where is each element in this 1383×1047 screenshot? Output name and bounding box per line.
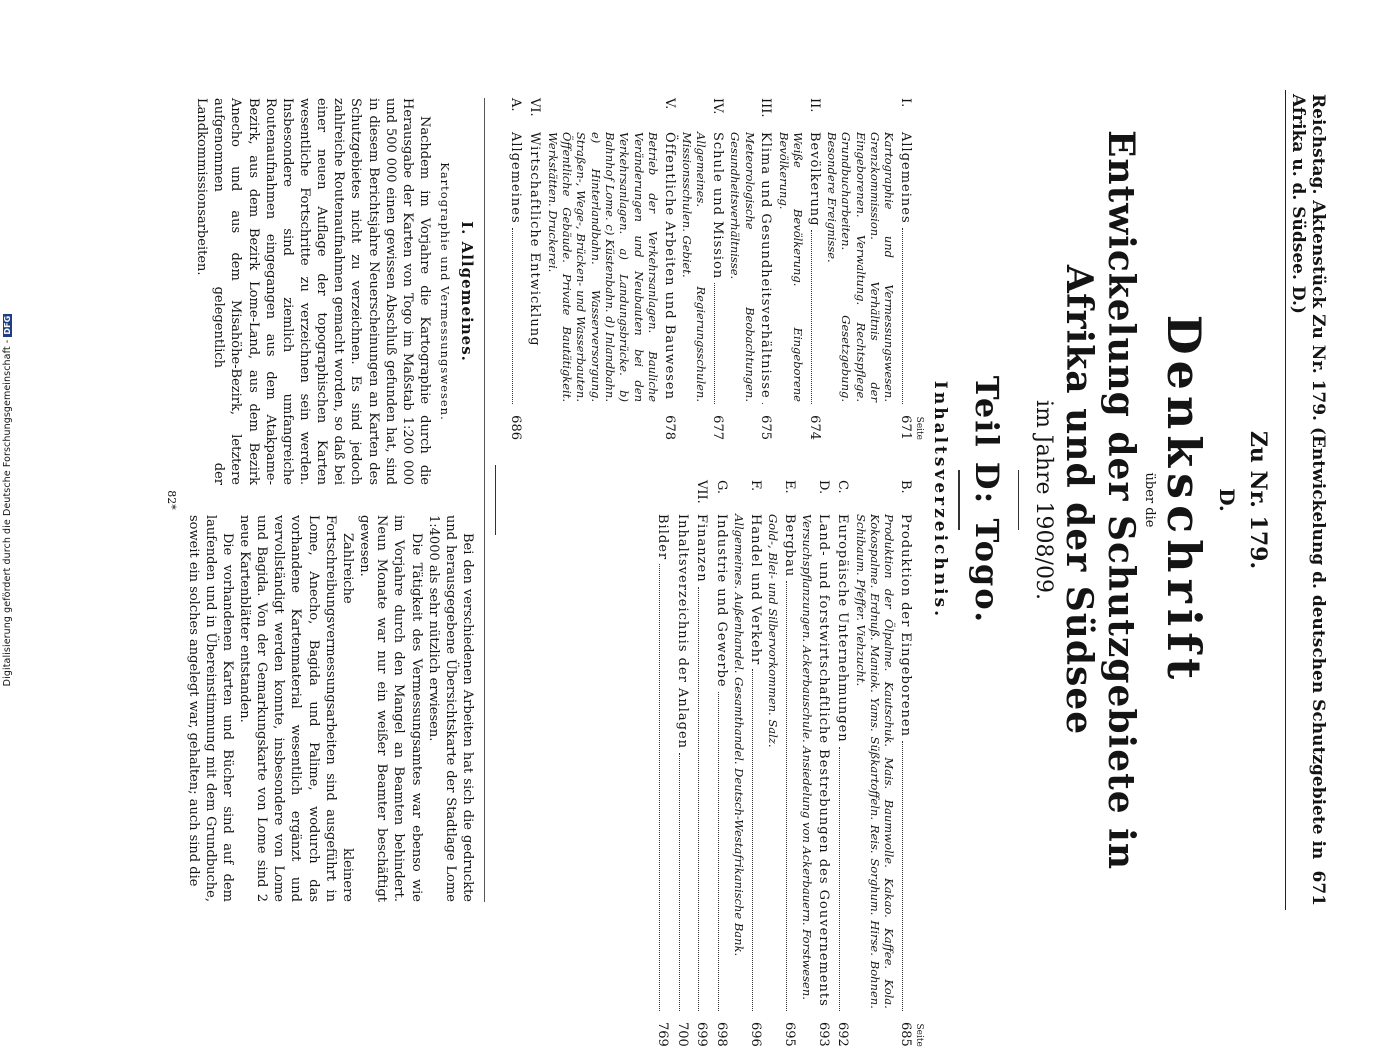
divider (958, 470, 960, 530)
toc-entry-title: Bilder (655, 514, 671, 561)
page-column-label: Seite (914, 1023, 924, 1047)
leader-dots (839, 747, 840, 1011)
toc-entry-number: V. (661, 98, 677, 110)
leader-dots (679, 753, 680, 1011)
leader-dots (698, 587, 699, 1011)
toc-entry-title: Produktion der Eingeborenen (898, 514, 913, 737)
toc-entry-subtopics: Betrieb der Verkehrsanlagen. Bauliche Veränderungen und Neubauten bei den Verkehrsanlagen. a) Landungsbrücke. b) Bahnhof Lome. c) Küstenbahn. d) Inlandbahn. e) Hinterlandbahn. Wasserversorgung. Straßen-, Wege-, Brücken- und Wasserbauten. Öffentliche Gebäude. Private Bautätigkeit. Werkstätten. Druckerei. (545, 132, 661, 402)
toc-entry-page: 700 (674, 1022, 690, 1047)
paragraph: Zahlreiche kleinere Fortschreibungsvermessungsarbeiten sind ausgeführt in Lome, Anecho, Bagida und Palime, wodurch das vorhandene Kartenmaterial wesentlich ergänzt und vervollständigt werden konnte, insbesondere von Lome und Bagida. Von der Gemarkungskarte von Lome sind 2 neue Kartenblätter entstanden. (237, 515, 355, 902)
digitization-notice (2, 0, 16, 1000)
toc-entry (712, 480, 730, 1047)
toc-entry-page: 686 (507, 415, 523, 440)
toc-entry-page: 675 (758, 415, 774, 440)
toc-entry-title: Bevölkerung (806, 132, 822, 227)
body-column-left (184, 98, 476, 485)
toc-entry (654, 480, 672, 1047)
toc-entry-subtopics: Allgemeines. Außenhandel. Gesamthandel. Deutsch-Westafrikanische Bank. (732, 514, 747, 957)
leader-dots (659, 564, 660, 1011)
toc-entry-page: 677 (709, 415, 725, 440)
toc-entry-subtopics: Kartographie und Vermessungswesen. Grenzkommission. Verhältnis der Eingeborenen. Verwaltung. Rechtspflege. Grundbucharbeiten. Gesetzgebung. Besondere Ereignisse. (824, 132, 897, 402)
toc-entry-title: Inhaltsverzeichnis der Anlagen (674, 514, 690, 750)
body-column-right (184, 515, 476, 902)
toc-entry-number: E. (781, 480, 797, 494)
toc-entry (825, 98, 914, 440)
title-block (930, 90, 1271, 910)
leader-dots (786, 581, 787, 1011)
toc-entry (776, 98, 822, 440)
toc-entry-subtopics: Produktion der Ölpalme. Kautschuk. Mais. Baumwolle. Kakao. Kaffee. Kola. Kokospalme. Erdnuß. Maniok. Yams. Süßkartoffeln. Reis. Sorghum. Hirse. Bohnen. Schibaum. Pfeffer. Viehzucht. (853, 514, 897, 1009)
header-title: Reichstag. Aktenstück Zu Nr. 179. (Entwickelung d. deutschen Schutzgebiete in Afrika u. d. Südsee. D.) (1288, 94, 1328, 860)
toc-entry-subtopics: Versuchspflanzungen. Ackerbauschule. Ansiedelung von Ackerbauern. Forstwesen. (800, 514, 815, 1000)
toc-entry (766, 480, 798, 1047)
toc-entry (545, 98, 678, 440)
toc-entry-title: Schule und Mission (709, 132, 725, 280)
toc-entry (834, 480, 852, 1047)
title-connector: über die (1142, 472, 1157, 528)
toc-entry-page: 678 (661, 415, 677, 440)
toc-entry-page: 685 (898, 1022, 913, 1047)
part-title: Teil D: Togo. (968, 375, 1006, 625)
document-subtitle: Entwickelung der Schutzgebiete in Afrika und der Südsee (1058, 129, 1142, 871)
toc-entry-page: 698 (714, 1022, 730, 1047)
toc-entry-number: D. (815, 480, 831, 495)
toc-entry-title: Öffentliche Arbeiten und Bauwesen (661, 132, 677, 400)
toc-entry-page: 695 (781, 1022, 797, 1047)
toc-entry-page: 699 (694, 1022, 710, 1047)
section-heading: I. Allgemeines. (458, 221, 477, 362)
toc-entry-number: G. (714, 480, 730, 495)
leader-dots (902, 741, 903, 1011)
toc-entry-title: Industrie und Gewerbe (714, 514, 730, 688)
toc-entry-subtopics: Gold-, Blei- und Silbervorkommen. Salz. (766, 514, 781, 748)
toc-entry (732, 480, 764, 1047)
dfg-logo: DFG (3, 315, 12, 335)
divider (495, 465, 496, 535)
page-number: 671 (1308, 870, 1328, 906)
toc-entry (800, 480, 832, 1047)
toc-entry-number: I. (898, 98, 913, 108)
document-number: Zu Nr. 179. (1245, 430, 1271, 570)
toc-entry-page: 769 (655, 1022, 671, 1047)
toc-entry-subtopics: Weiße Bevölkerung. Eingeborene Bevölkerung. (776, 132, 806, 402)
toc-entry-number: III. (758, 98, 774, 118)
leader-dots (762, 403, 763, 404)
toc-entry-page: 693 (815, 1022, 831, 1047)
document-page (90, 90, 1330, 1047)
paragraph: Nachdem im Vorjahre die Kartographie durch die Herausgabe der Karten von Togo im Maßstab 1:200 000 und 500 000 einen gewissen Abschluß gefunden hat, sind in diesem Berichtsjahre Neuerscheinungen an Karten des Schutzgebietes nicht zu verzeichnen. Es sind jedoch zahlreiche Routenaufnahmen gemacht worden, so daß bei einer neuen Auflage der topographischen Karten wesentliche Fortschritte zu verzeichnen sein werden. Insbesondere sind ziemlich umfangreiche Routenaufnahmen eingegangen aus dem Atakpame-Bezirk, aus dem Bezirk Lome-Land, aus dem Bezirk Anecho und aus dem Misahöhe-Bezirk, letztere aufgenommen gelegentlich der Landkommissionsarbeiten. (194, 98, 433, 485)
toc-entry-subtopics: Allgemeines. Regierungsschulen. Missionsschulen. Gebiet. (680, 132, 709, 402)
toc-entry (728, 98, 774, 440)
toc-heading: Inhaltsverzeichnis. (930, 380, 950, 620)
page-column-label: Seite (914, 416, 924, 440)
divider (1018, 470, 1019, 530)
toc-entry-subtopics: Meteorologische Beobachtungen. Gesundheitsverhältnisse. (728, 132, 757, 402)
document-year: im Jahre 1908/09. (1031, 400, 1056, 600)
leader-dots (718, 692, 719, 1011)
toc-entry-number: II. (806, 98, 822, 113)
toc-entry-page: 671 (898, 415, 913, 440)
part-letter: D. (1215, 488, 1239, 512)
digitization-sidebar (0, 0, 18, 1000)
table-of-contents (504, 90, 924, 1047)
leader-dots (714, 283, 715, 404)
toc-entry-title: Allgemeines (507, 132, 523, 224)
toc-entry-number (654, 480, 672, 514)
toc-entry-number: F. (747, 480, 763, 492)
leader-dots (811, 230, 812, 404)
toc-entry-title: Klima und Gesundheitsverhältnisse (758, 132, 774, 399)
toc-entry-page: 674 (806, 415, 822, 440)
toc-column-right (504, 480, 924, 1047)
toc-entry-title: Wirtschaftliche Entwicklung (527, 132, 543, 347)
toc-entry-number: VI. (527, 98, 543, 117)
leader-dots (512, 228, 513, 404)
leader-dots (752, 669, 753, 1011)
paragraph: Bei den verschiedenen Arbeiten hat sich die gedruckte und herausgegebene Übersichtskarte der Stadtlage Lome 1:4000 als sehr nützlich erwiesen. (425, 515, 476, 902)
digitization-notice-text: Digitalisierung gefördert durch die Deutsche Forschungsgemeinschaft - (2, 339, 13, 687)
toc-entry-number: IV. (709, 98, 725, 115)
toc-entry-page: 696 (747, 1022, 763, 1047)
toc-entry-title: Bergbau (781, 514, 797, 578)
toc-entry (680, 98, 726, 440)
toc-entry-number: B. (898, 480, 913, 494)
toc-entry (693, 480, 711, 1047)
section-subheading: Kartographie und Vermessungswesen. (438, 162, 453, 421)
toc-entry (853, 480, 914, 1047)
toc-entry-number: C. (835, 480, 851, 494)
paragraph: Die vorhandenen Karten und Bücher sind auf dem laufenden und in Übereinstimmung mit dem Grundbuche, soweit ein solches angelegt war, gehalten; auch sind die (185, 515, 235, 902)
toc-entry-title: Allgemeines (898, 132, 913, 224)
leader-dots (902, 228, 903, 404)
toc-entry-title: Handel und Verkehr (747, 514, 763, 666)
toc-entry-title: Land- und forstwirtschaftliche Bestrebungen des Gouvernements (815, 514, 831, 1007)
paragraph: Die Tätigkeit des Vermessungsamtes war ebenso wie im Vorjahre durch den Mangel an Beamten behindert. Neun Monate war nur ein weißer Beamter beschäftigt gewesen. (357, 515, 424, 902)
toc-entry-number (673, 480, 691, 514)
toc-entry-number: A. (507, 98, 523, 112)
toc-entry-title: Europäische Unternehmungen (835, 514, 851, 743)
document-title: Denkschrift (1157, 314, 1211, 686)
running-header (1285, 90, 1330, 910)
body-text (184, 90, 476, 910)
toc-entry-page: 692 (835, 1022, 851, 1047)
toc-entry (673, 480, 691, 1047)
toc-column-left (504, 98, 924, 440)
toc-entry-title: Finanzen (694, 514, 710, 583)
toc-entry (526, 98, 544, 440)
signature-mark: 82* (165, 490, 179, 510)
toc-entry-number: VII. (694, 480, 710, 504)
toc-entry (506, 98, 524, 440)
section-divider (484, 98, 485, 902)
